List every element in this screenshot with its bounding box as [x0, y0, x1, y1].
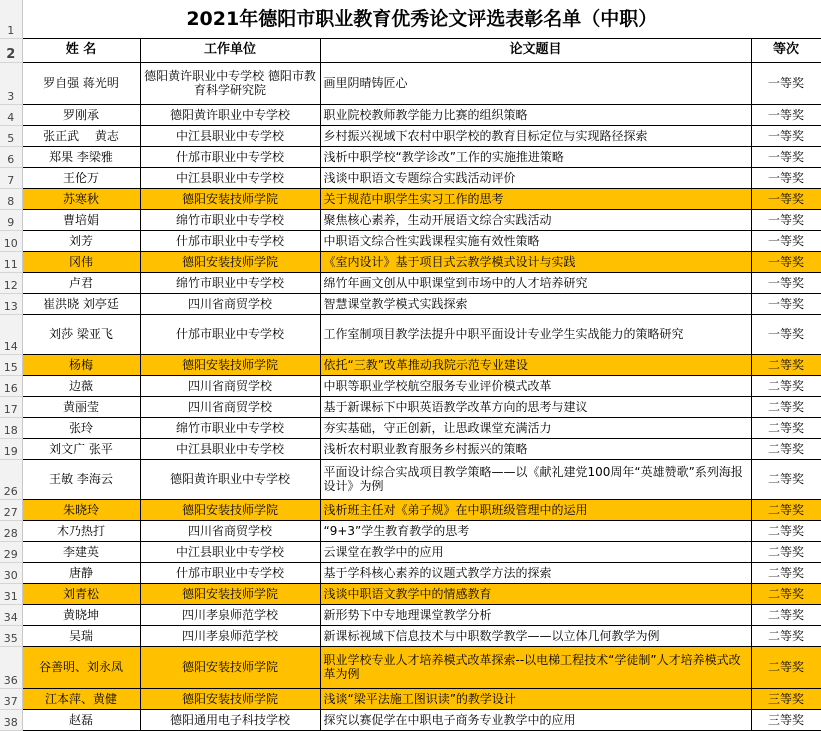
name-cell: 杨梅 [22, 354, 140, 375]
row-number: 15 [0, 354, 22, 375]
unit-cell: 什邡市职业中专学校 [140, 146, 320, 167]
name-cell: 罗刚承 [22, 104, 140, 125]
unit-cell: 四川省商贸学校 [140, 396, 320, 417]
name-cell: 刘芳 [22, 230, 140, 251]
unit-cell: 什邡市职业中专学校 [140, 230, 320, 251]
table-row [0, 646, 821, 688]
name-cell: 张正武 黄志 [22, 125, 140, 146]
table-row [0, 604, 821, 625]
name-cell: 张玲 [22, 417, 140, 438]
grade-cell: 二等奖 [751, 625, 821, 646]
grade-cell: 二等奖 [751, 604, 821, 625]
row-number: 35 [0, 625, 22, 646]
name-cell: 卢君 [22, 272, 140, 293]
paper-title-cell: 新课标视域下信息技术与中职数学教学——以立体几何教学为例 [320, 625, 751, 646]
row-number: 29 [0, 541, 22, 562]
grade-cell: 二等奖 [751, 562, 821, 583]
paper-title-cell: 新形势下中专地理课堂教学分析 [320, 604, 751, 625]
row-number: 4 [0, 104, 22, 125]
unit-cell: 德阳安装技师学院 [140, 583, 320, 604]
name-cell: 黄丽莹 [22, 396, 140, 417]
paper-title-cell: 智慧课堂教学模式实践探索 [320, 293, 751, 314]
unit-cell: 德阳安装技师学院 [140, 688, 320, 709]
name-cell: 吴瑞 [22, 625, 140, 646]
header-name: 姓 名 [22, 38, 140, 62]
unit-cell: 四川省商贸学校 [140, 293, 320, 314]
table-row [0, 272, 821, 293]
title-row [0, 0, 821, 38]
name-cell: 王伦万 [22, 167, 140, 188]
row-number: 2 [0, 38, 22, 62]
table-row [0, 188, 821, 209]
table-row [0, 583, 821, 604]
header-paper: 论文题目 [320, 38, 751, 62]
grade-cell: 一等奖 [751, 104, 821, 125]
row-number: 8 [0, 188, 22, 209]
table-row [0, 688, 821, 709]
name-cell: 王敏 李海云 [22, 459, 140, 499]
row-number: 19 [0, 438, 22, 459]
unit-cell: 德阳通用电子科技学校 [140, 709, 320, 730]
paper-title-cell: 绵竹年画文创从中职课堂到市场中的人才培养研究 [320, 272, 751, 293]
row-number: 30 [0, 562, 22, 583]
header-grade: 等次 [751, 38, 821, 62]
unit-cell: 中江县职业中专学校 [140, 438, 320, 459]
paper-title-cell: 平面设计综合实战项目教学策略——以《献礼建党100周年“英雄赞歌”系列海报设计》为例 [320, 459, 751, 499]
row-number: 34 [0, 604, 22, 625]
grade-cell: 二等奖 [751, 541, 821, 562]
row-number: 3 [0, 62, 22, 104]
name-cell: 唐静 [22, 562, 140, 583]
grade-cell: 一等奖 [751, 62, 821, 104]
row-number: 6 [0, 146, 22, 167]
table-row [0, 293, 821, 314]
paper-title-cell: “9+3”学生教育教学的思考 [320, 520, 751, 541]
grade-cell: 一等奖 [751, 125, 821, 146]
paper-title-cell: 职业学校专业人才培养模式改革探索--以电梯工程技术“学徒制”人才培养模式改革为例 [320, 646, 751, 688]
table-row [0, 146, 821, 167]
name-cell: 冈伟 [22, 251, 140, 272]
grade-cell: 二等奖 [751, 354, 821, 375]
name-cell: 苏寒秋 [22, 188, 140, 209]
unit-cell: 绵竹市职业中专学校 [140, 272, 320, 293]
grade-cell: 二等奖 [751, 499, 821, 520]
grade-cell: 三等奖 [751, 688, 821, 709]
row-number: 1 [0, 0, 22, 38]
unit-cell: 德阳安装技师学院 [140, 188, 320, 209]
unit-cell: 中江县职业中专学校 [140, 125, 320, 146]
table-row [0, 62, 821, 104]
name-cell: 李建英 [22, 541, 140, 562]
name-cell: 木乃热打 [22, 520, 140, 541]
name-cell: 曹培娟 [22, 209, 140, 230]
unit-cell: 德阳安装技师学院 [140, 251, 320, 272]
paper-title-cell: 中职等职业学校航空服务专业评价模式改革 [320, 375, 751, 396]
name-cell: 崔洪晓 刘亭廷 [22, 293, 140, 314]
name-cell: 赵磊 [22, 709, 140, 730]
table-row [0, 396, 821, 417]
paper-title-cell: 聚焦核心素养，生动开展语文综合实践活动 [320, 209, 751, 230]
grade-cell: 二等奖 [751, 646, 821, 688]
row-number: 27 [0, 499, 22, 520]
paper-title-cell: 职业院校教师教学能力比赛的组织策略 [320, 104, 751, 125]
grade-cell: 一等奖 [751, 314, 821, 354]
unit-cell: 中江县职业中专学校 [140, 541, 320, 562]
paper-title-cell: 基于新课标下中职英语教学改革方向的思考与建议 [320, 396, 751, 417]
unit-cell: 四川省商贸学校 [140, 520, 320, 541]
unit-cell: 四川孝泉师范学校 [140, 625, 320, 646]
paper-title-cell: 乡村振兴视域下农村中职学校的教育目标定位与实现路径探索 [320, 125, 751, 146]
grade-cell: 一等奖 [751, 251, 821, 272]
row-number: 13 [0, 293, 22, 314]
paper-title-cell: 浅析中职学校“教学诊改”工作的实施推进策略 [320, 146, 751, 167]
name-cell: 刘文广 张平 [22, 438, 140, 459]
paper-title-cell: 中职语文综合性实践课程实施有效性策略 [320, 230, 751, 251]
grade-cell: 一等奖 [751, 146, 821, 167]
row-number: 7 [0, 167, 22, 188]
table-row [0, 354, 821, 375]
paper-title-cell: 基于学科核心素养的议题式教学方法的探索 [320, 562, 751, 583]
unit-cell: 德阳安装技师学院 [140, 646, 320, 688]
paper-title-cell: 浅谈“梁平法施工图识读”的教学设计 [320, 688, 751, 709]
name-cell: 罗自强 蒋光明 [22, 62, 140, 104]
name-cell: 边薇 [22, 375, 140, 396]
paper-title-cell: 依托“三教”改革推动我院示范专业建设 [320, 354, 751, 375]
table-row [0, 499, 821, 520]
paper-title-cell: 浅谈中职语文教学中的情感教育 [320, 583, 751, 604]
grade-cell: 一等奖 [751, 293, 821, 314]
row-number: 12 [0, 272, 22, 293]
row-number: 10 [0, 230, 22, 251]
name-cell: 刘莎 梁亚飞 [22, 314, 140, 354]
table-row [0, 625, 821, 646]
grade-cell: 一等奖 [751, 188, 821, 209]
header-unit: 工作单位 [140, 38, 320, 62]
row-number: 9 [0, 209, 22, 230]
grade-cell: 二等奖 [751, 396, 821, 417]
row-number: 37 [0, 688, 22, 709]
table-row [0, 709, 821, 730]
row-number: 16 [0, 375, 22, 396]
unit-cell: 德阳黄许职业中专学校 [140, 104, 320, 125]
paper-title-cell: 《室内设计》基于项目式云教学模式设计与实践 [320, 251, 751, 272]
table-row [0, 167, 821, 188]
unit-cell: 四川孝泉师范学校 [140, 604, 320, 625]
name-cell: 郑果 李梁雅 [22, 146, 140, 167]
unit-cell: 什邡市职业中专学校 [140, 314, 320, 354]
paper-title-cell: 云课堂在教学中的应用 [320, 541, 751, 562]
paper-title-cell: 夯实基础，守正创新，让思政课堂充满活力 [320, 417, 751, 438]
row-number: 36 [0, 646, 22, 688]
table-row [0, 541, 821, 562]
paper-title-cell: 关于规范中职学生实习工作的思考 [320, 188, 751, 209]
row-number: 14 [0, 314, 22, 354]
row-number: 38 [0, 709, 22, 730]
header-row [0, 38, 821, 62]
row-number: 31 [0, 583, 22, 604]
table-row [0, 314, 821, 354]
paper-title-cell: 探究以赛促学在中职电子商务专业教学中的应用 [320, 709, 751, 730]
row-number: 26 [0, 459, 22, 499]
table-row [0, 459, 821, 499]
unit-cell: 什邡市职业中专学校 [140, 562, 320, 583]
row-number: 18 [0, 417, 22, 438]
unit-cell: 中江县职业中专学校 [140, 167, 320, 188]
unit-cell: 绵竹市职业中专学校 [140, 417, 320, 438]
grade-cell: 二等奖 [751, 520, 821, 541]
unit-cell: 四川省商贸学校 [140, 375, 320, 396]
name-cell: 黄晓坤 [22, 604, 140, 625]
grade-cell: 二等奖 [751, 438, 821, 459]
row-number: 28 [0, 520, 22, 541]
paper-title-cell: 画里阴晴铸匠心 [320, 62, 751, 104]
unit-cell: 德阳安装技师学院 [140, 499, 320, 520]
table-row [0, 125, 821, 146]
table-row [0, 251, 821, 272]
grade-cell: 一等奖 [751, 209, 821, 230]
page-title: 2021年德阳市职业教育优秀论文评选表彰名单（中职） [22, 0, 821, 38]
unit-cell: 绵竹市职业中专学校 [140, 209, 320, 230]
name-cell: 朱晓玲 [22, 499, 140, 520]
grade-cell: 一等奖 [751, 167, 821, 188]
grade-cell: 二等奖 [751, 375, 821, 396]
row-number: 5 [0, 125, 22, 146]
table-row [0, 438, 821, 459]
name-cell: 江本萍、黄健 [22, 688, 140, 709]
table-row [0, 104, 821, 125]
row-number: 17 [0, 396, 22, 417]
grade-cell: 二等奖 [751, 583, 821, 604]
unit-cell: 德阳黄许职业中专学校 [140, 459, 320, 499]
unit-cell: 德阳安装技师学院 [140, 354, 320, 375]
table-row [0, 417, 821, 438]
grade-cell: 一等奖 [751, 230, 821, 251]
grade-cell: 二等奖 [751, 459, 821, 499]
paper-title-cell: 浅析班主任对《弟子规》在中职班级管理中的运用 [320, 499, 751, 520]
unit-cell: 德阳黄许职业中专学校 德阳市教育科学研究院 [140, 62, 320, 104]
grade-cell: 二等奖 [751, 417, 821, 438]
table-row [0, 230, 821, 251]
table-row [0, 375, 821, 396]
table-row [0, 520, 821, 541]
grade-cell: 一等奖 [751, 272, 821, 293]
name-cell: 谷善明、刘永凤 [22, 646, 140, 688]
name-cell: 刘青松 [22, 583, 140, 604]
table-row [0, 562, 821, 583]
paper-title-cell: 工作室制项目教学法提升中职平面设计专业学生实战能力的策略研究 [320, 314, 751, 354]
paper-title-cell: 浅谈中职语文专题综合实践活动评价 [320, 167, 751, 188]
grade-cell: 三等奖 [751, 709, 821, 730]
paper-title-cell: 浅析农村职业教育服务乡村振兴的策略 [320, 438, 751, 459]
row-number: 11 [0, 251, 22, 272]
table-row [0, 209, 821, 230]
